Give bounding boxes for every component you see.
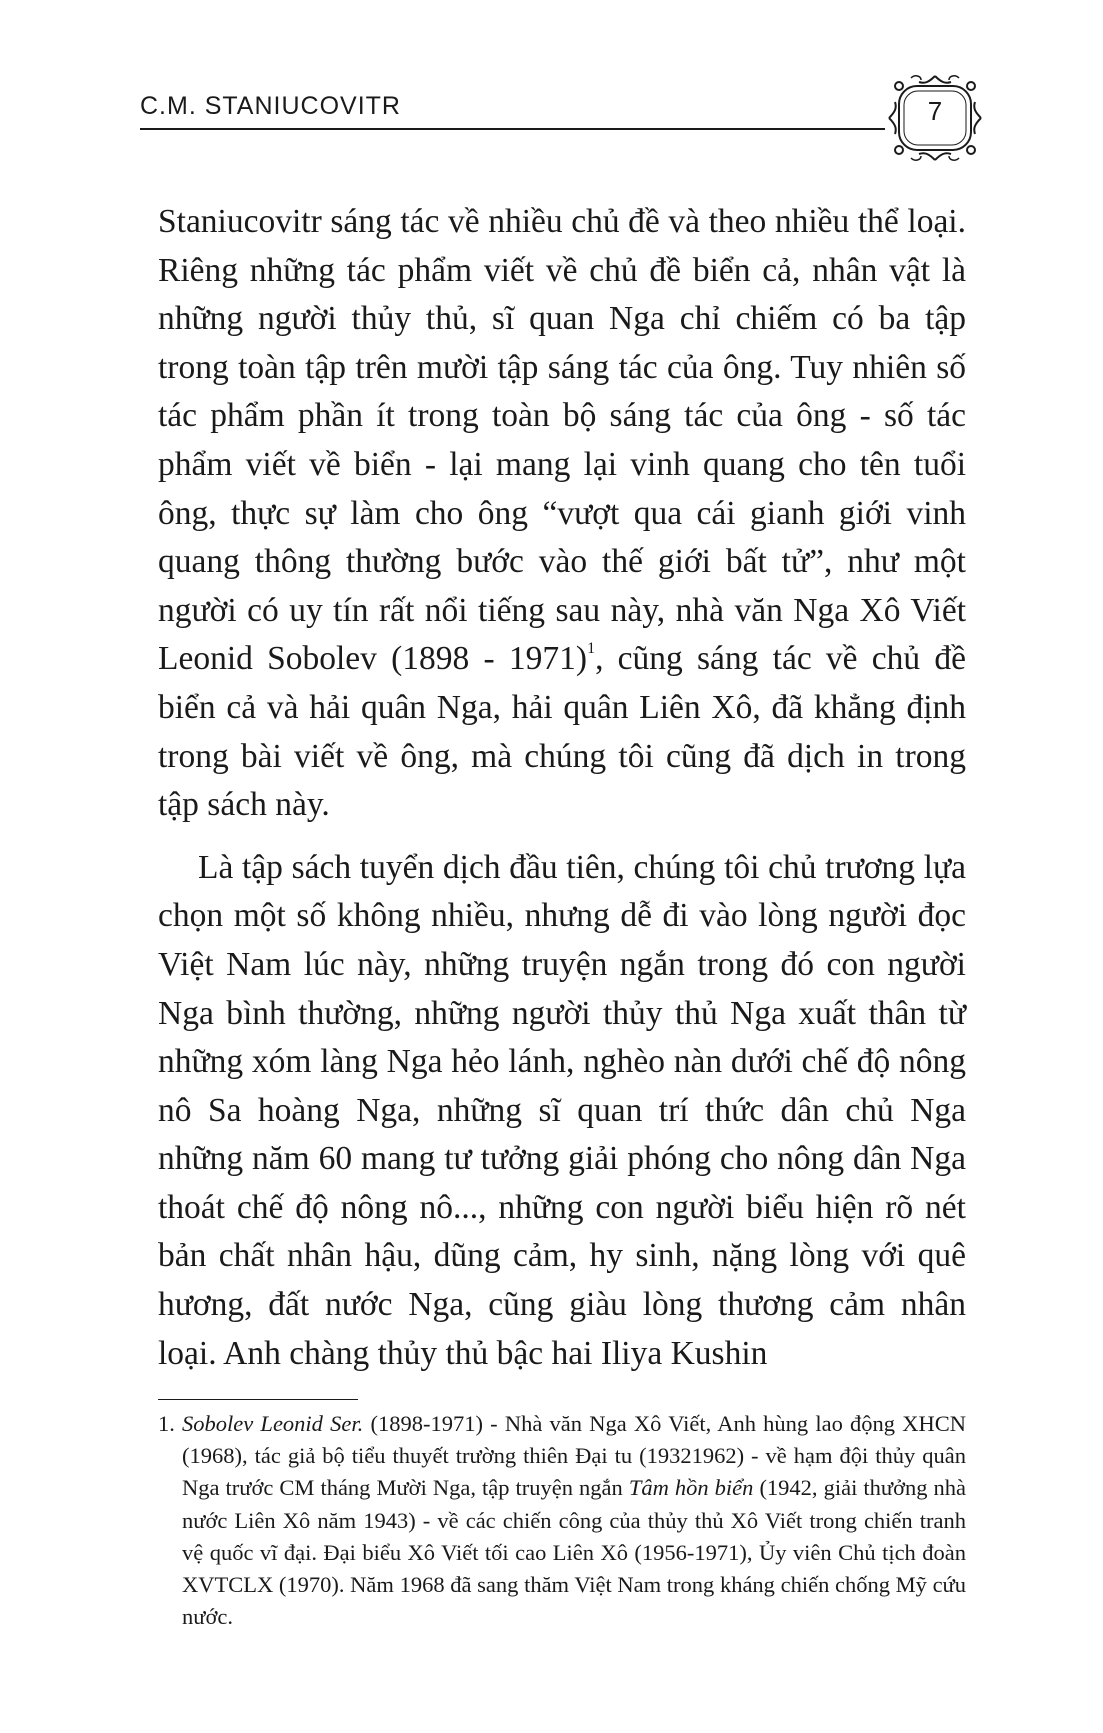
footnote-title: Tâm hồn biển	[628, 1475, 754, 1501]
footnote-rule	[158, 1399, 358, 1400]
paragraph-1	[158, 198, 966, 830]
running-head: C.M. STANIUCOVITR	[140, 92, 401, 120]
paragraph-1-part-1: Staniucovitr sáng tác về nhiều chủ đề và theo nhiều thể loại. Riêng những tác phẩm viết về chủ đề biển cả, nhân vật là những người thủy thủ, sĩ quan Nga chỉ chiếm có ba tập trong toàn tập trên mười tập sáng tác của ông. Tuy nhiên số tác phẩm phần ít trong toàn bộ sáng tác của ông - số tác phẩm viết về biển - lại mang lại vinh quang cho tên tuổi ông, thực sự làm cho ông “vượt qua cái gianh giới vinh quang thông thường bước vào thế giới bất tử”, như một người có uy tín rất nổi tiếng sau này, nhà văn Nga Xô Viết Leonid Sobolev (1898 - 1971)	[158, 203, 966, 678]
paragraph-2: Là tập sách tuyển dịch đầu tiên, chúng tôi chủ trương lựa chọn một số không nhiều, nhưng dễ đi vào lòng người đọc Việt Nam lúc này, những truyện ngắn trong đó con người Nga bình thường, những người thủy thủ Nga xuất thân từ những xóm làng Nga hẻo lánh, nghèo nàn dưới chế độ nông nô Sa hoàng Nga, những sĩ quan trí thức dân chủ Nga những năm 60 mang tư tưởng giải phóng cho nông dân Nga thoát chế độ nông nô..., những con người biểu hiện rõ nét bản chất nhân hậu, dũng cảm, hy sinh, nặng lòng với quê hương, đất nước Nga, cũng giàu lòng thương cảm nhân loại. Anh chàng thủy thủ bậc hai Iliya Kushin	[158, 848, 966, 1372]
footnote-number: 1.	[158, 1411, 175, 1436]
page-header	[140, 84, 990, 144]
page-number: 7	[927, 96, 943, 126]
footnote	[158, 1408, 966, 1633]
body-text	[158, 198, 966, 1378]
header-rule	[140, 128, 885, 130]
footnote-text-1: (1898-1971) - Nhà văn Nga Xô Viết, Anh hùng lao động XHCN (1968), tác giả bộ tiểu thuyết trường thiên Đại tu (19321962) - về hạm đội thủy quân Nga trước CM tháng Mười Nga, tập truyện ngắn	[182, 1411, 966, 1501]
page-number-frame	[885, 74, 985, 162]
footnote-ref: 1	[587, 640, 596, 658]
footnote-name: Sobolev Leonid Ser.	[182, 1411, 364, 1436]
footnote-text	[182, 1408, 966, 1633]
footnote-text-2: (1942, giải thưởng nhà nước Liên Xô năm 1943) - về các chiến công của thủy thủ Xô Viết trong chiến tranh vệ quốc vĩ đại. Đại biểu Xô Viết tối cao Liên Xô (1956-1971), Ủy viên Chủ tịch đoàn XVTCLX (1970). Năm 1968 đã sang thăm Việt Nam trong kháng chiến chống Mỹ cứu nước.	[182, 1475, 966, 1630]
paragraph-1-part-2: , cũng sáng tác về chủ đề biển cả và hải quân Nga, hải quân Liên Xô, đã khẳng định trong bài viết về ông, mà chúng tôi cũng đã dịch in trong tập sách này.	[158, 640, 966, 824]
